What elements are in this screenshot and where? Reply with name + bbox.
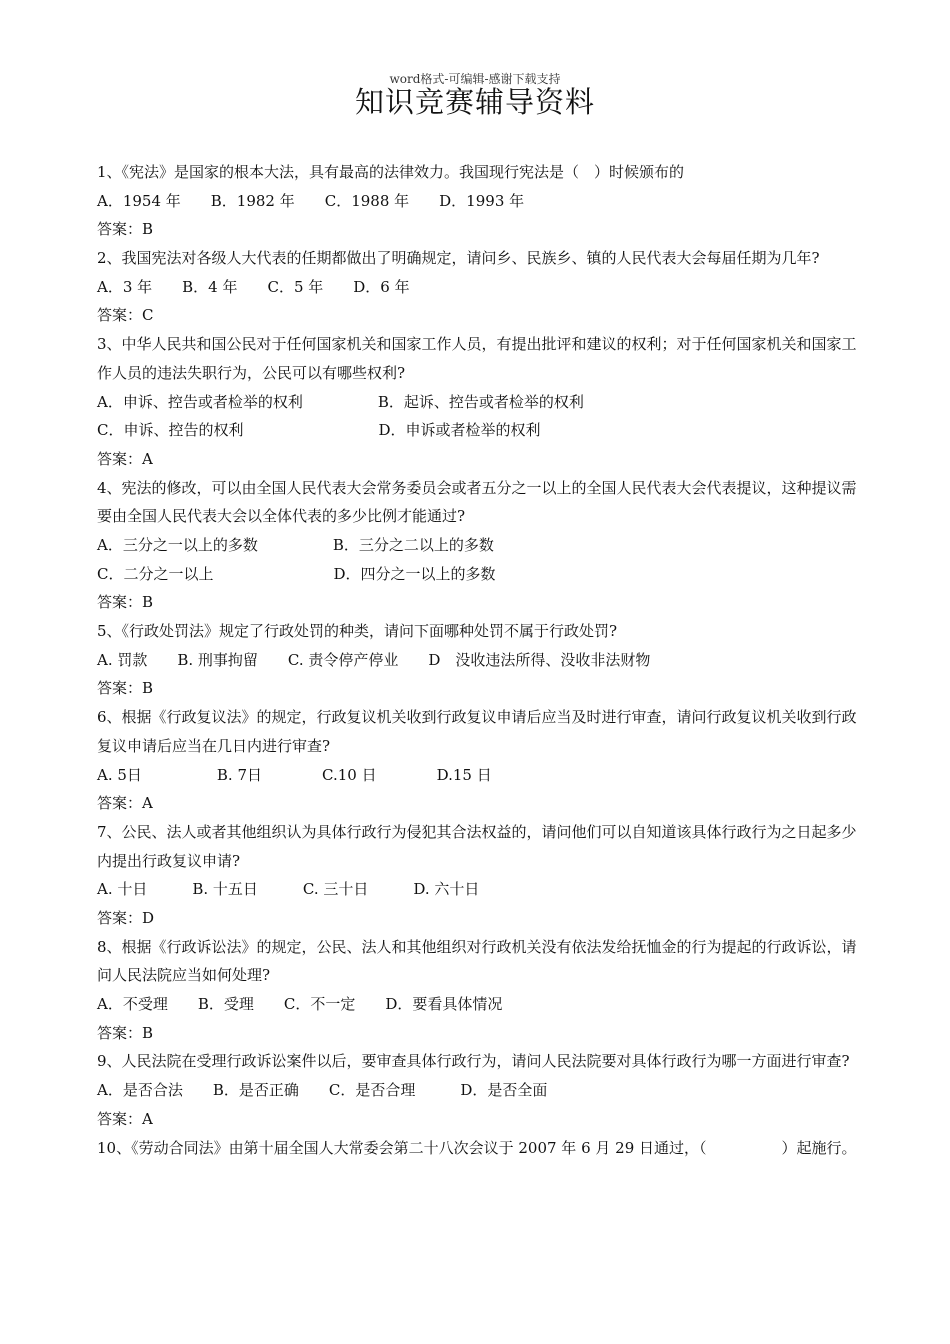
document-title: 知识竞赛辅导资料 xyxy=(354,85,595,119)
question-2 xyxy=(97,244,857,330)
question-1 xyxy=(97,158,857,244)
question-text: 2、我国宪法对各级人大代表的任期都做出了明确规定，请问乡、民族乡、镇的人民代表大会每届任期为几年? xyxy=(97,249,820,268)
question-options: C．申诉、控告的权利 D．申诉或者检举的权利 xyxy=(97,421,541,440)
question-5 xyxy=(97,617,857,703)
question-options: C．二分之一以上 D．四分之一以上的多数 xyxy=(97,564,496,583)
question-10 xyxy=(97,1134,857,1163)
question-text: 6、根据《行政复议法》的规定，行政复议机关收到行政复议申请后应当及时进行审查，请问行政复议机关收到行政复议申请后应当在几日内进行审查? xyxy=(97,708,857,755)
question-options: A. 5日 B. 7日 C.10 日 D.15 日 xyxy=(97,765,492,784)
question-text: 9、人民法院在受理行政诉讼案件以后，要审查具体行政行为，请问人民法院要对具体行政行为哪一方面进行审查? xyxy=(97,1052,850,1071)
question-options: A．申诉、控告或者检举的权利 B．起诉、控告或者检举的权利 xyxy=(97,392,584,411)
question-options: A．不受理 B．受理 C．不一定 D．要看具体情况 xyxy=(97,995,503,1014)
question-answer: 答案：B xyxy=(97,1023,154,1042)
question-7 xyxy=(97,818,857,933)
question-answer: 答案：D xyxy=(97,909,155,928)
question-answer: 答案：A xyxy=(97,449,153,468)
question-options: A. 罚款 B. 刑事拘留 C. 责令停产停业 D 没收违法所得、没收非法财物 xyxy=(97,650,651,669)
question-answer: 答案：A xyxy=(97,1109,153,1128)
question-6 xyxy=(97,703,857,818)
question-4 xyxy=(97,474,857,617)
question-text: 3、中华人民共和国公民对于任何国家机关和国家工作人员，有提出批评和建议的权利；对于任何国家机关和国家工作人员的违法失职行为，公民可以有哪些权利? xyxy=(97,335,857,382)
question-9 xyxy=(97,1047,857,1133)
question-text: 8、根据《行政诉讼法》的规定，公民、法人和其他组织对行政机关没有依法发给抚恤金的行为提起的行政诉讼，请问人民法院应当如何处理? xyxy=(97,937,857,985)
header-note: word格式-可编辑-感谢下载支持 xyxy=(389,72,561,86)
question-text: 10、《劳动合同法》由第十届全国人大常委会第二十八次会议于 2007 年 6 月 29 日通过，（ ）起施行。 xyxy=(97,1138,857,1157)
question-answer: 答案：B xyxy=(97,220,154,239)
question-answer: 答案：A xyxy=(97,794,153,813)
question-8 xyxy=(97,933,857,1048)
question-answer: 答案：B xyxy=(97,593,154,612)
question-options: A. 十日 B. 十五日 C. 三十日 D. 六十日 xyxy=(97,880,480,899)
question-options: A．是否合法 B．是否正确 C．是否合理 D．是否全面 xyxy=(97,1081,548,1100)
question-options: A．3 年 B．4 年 C．5 年 D．6 年 xyxy=(97,277,410,296)
question-text: 1、《宪法》是国家的根本大法，具有最高的法律效力。我国现行宪法是（ ）时候颁布的 xyxy=(97,163,685,181)
question-answer: 答案：C xyxy=(97,306,154,325)
question-answer: 答案：B xyxy=(97,679,154,698)
question-options: A．三分之一以上的多数 B．三分之二以上的多数 xyxy=(97,536,494,555)
question-3 xyxy=(97,330,857,473)
question-text: 5、《行政处罚法》规定了行政处罚的种类，请问下面哪种处罚不属于行政处罚? xyxy=(97,622,618,641)
question-text: 7、公民、法人或者其他组织认为具体行政行为侵犯其合法权益的，请问他们可以自知道该具体行政行为之日起多少内提出行政复议申请? xyxy=(97,822,857,870)
question-list xyxy=(97,158,857,1162)
question-options: A．1954 年 B．1982 年 C．1988 年 D．1993 年 xyxy=(97,191,525,210)
question-text: 4、宪法的修改，可以由全国人民代表大会常务委员会或者五分之一以上的全国人民代表大会代表提议，这种提议需要由全国人民代表大会以全体代表的多少比例才能通过? xyxy=(97,478,857,526)
